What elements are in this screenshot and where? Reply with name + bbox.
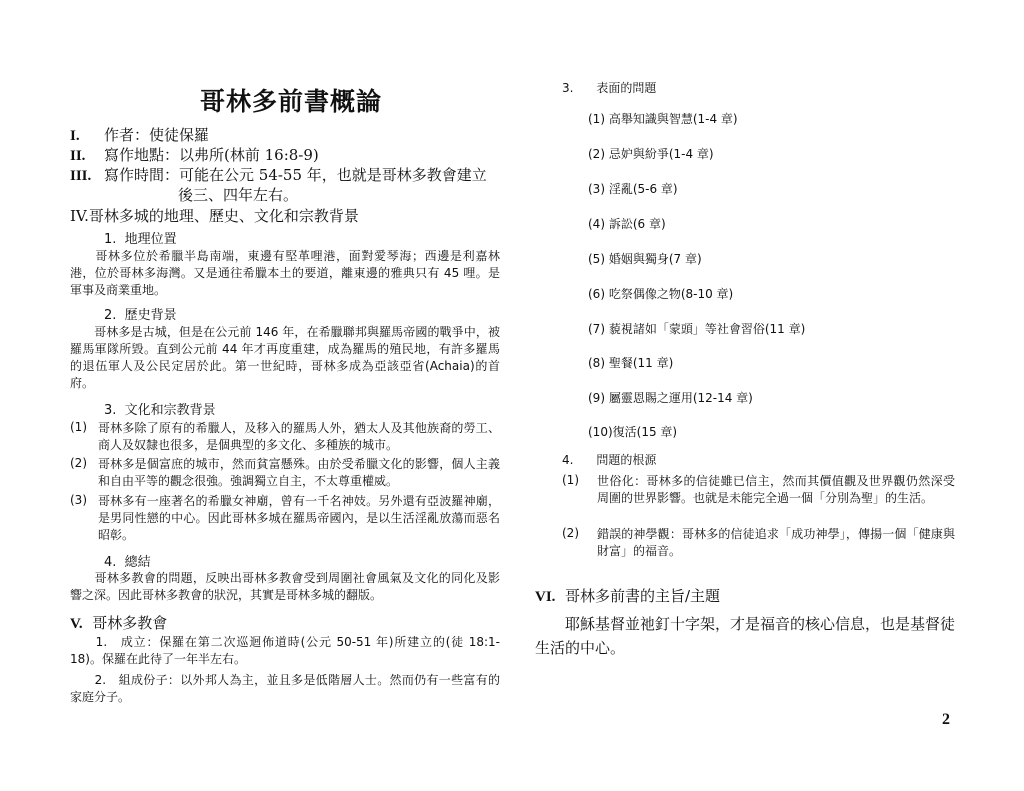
list-item: (9) 屬靈恩賜之運用(12-14 章) [588, 391, 753, 405]
heading-date-continued: 後三、四年左右。 [178, 186, 299, 204]
subheading-number: 4. [562, 453, 574, 467]
subheading-history [104, 304, 177, 323]
subheading-root-causes [562, 451, 656, 468]
list-marker: (1) [562, 473, 579, 487]
list-item: (8) 聖餐(11 章) [588, 356, 674, 370]
subheading-label: 文化和宗教背景 [124, 403, 216, 418]
list-item: (4) 訴訟(6 章) [588, 217, 666, 231]
list-text: 哥林多除了原有的希臘人，及移入的羅馬人外，猶太人及其他族裔的勞工、商人及奴隸也很多，是個典型的多文化、多種族的城市。 [98, 421, 500, 452]
heading-number: V. [70, 616, 83, 632]
heading-theme [535, 585, 720, 606]
page-title: 哥林多前書概論 [200, 87, 383, 116]
list-marker: (1) [70, 420, 87, 434]
heading-text: 作者：使徒保羅 [104, 126, 210, 144]
heading-church [70, 612, 167, 633]
heading-author [70, 124, 209, 145]
subheading-number: 4. [104, 555, 117, 570]
subheading-label: 表面的問題 [596, 81, 657, 95]
list-marker: (3) [70, 493, 87, 507]
heading-number: II. [70, 148, 86, 164]
subheading-number: 1. [104, 232, 117, 247]
heading-text: 寫作地點：以弗所(林前 16:8-9) [104, 146, 319, 164]
subheading-surface-problems [562, 79, 656, 96]
list-text: 哥林多是個富庶的城市，然而貧富懸殊。由於受希臘文化的影響，個人主義和自由平等的觀念很強。強調獨立自主，不太尊重權威。 [98, 457, 500, 488]
subheading-number: 2. [104, 308, 117, 323]
subheading-label: 歷史背景 [124, 308, 177, 323]
paragraph-founding: 1. 成立：保羅在第二次巡迴佈道時(公元 50-51 年)所建立的(徒 18:1-18)。保羅在此待了一年半左右。 [70, 635, 500, 666]
subheading-geography [104, 228, 177, 247]
subheading-number: 3. [562, 81, 574, 95]
paragraph-members: 2. 組成份子：以外邦人為主，並且多是低階層人士。然而仍有一些富有的家庭分子。 [70, 673, 500, 704]
heading-number: III. [70, 168, 92, 184]
heading-number: VI. [535, 589, 556, 605]
list-item: (2) 忌妒與紛爭(1-4 章) [588, 147, 714, 161]
heading-text: 哥林多教會 [92, 614, 168, 632]
list-item: (10)復活(15 章) [588, 425, 678, 439]
heading-number: I. [70, 128, 80, 144]
list-text: 錯誤的神學觀：哥林多的信徒追求「成功神學」，傳揚一個「健康與財富」的福音。 [597, 527, 955, 558]
paragraph-theme: 耶穌基督並祂釘十字架，才是福音的核心信息，也是基督徒生活的中心。 [535, 615, 956, 657]
page-number: 2 [942, 711, 950, 728]
subheading-summary [104, 551, 151, 570]
subheading-culture [104, 399, 216, 418]
heading-text: 哥林多前書的主旨/主題 [564, 587, 721, 605]
heading-text: 寫作時間：可能在公元 54-55 年，也就是哥林多教會建立 [104, 166, 487, 184]
heading-background: IV.哥林多城的地理、歷史、文化和宗教背景 [70, 207, 359, 225]
list-text: 世俗化：哥林多的信徒雖已信主，然而其價值觀及世界觀仍然深受周圍的世界影響。也就是未能完全過一個「分別為聖」的生活。 [597, 474, 955, 505]
list-item: (1) 高舉知識與智慧(1-4 章) [588, 112, 738, 126]
subheading-number: 3. [104, 403, 117, 418]
subheading-label: 總結 [124, 555, 151, 570]
list-item: (3) 淫亂(5-6 章) [588, 182, 678, 196]
paragraph-geography: 哥林多位於希臘半島南端，東邊有堅革哩港，面對愛琴海；西邊是利嘉林港，位於哥林多海灣。又是通往希臘本土的要道，離東邊的雅典只有 45 哩。是軍事及商業重地。 [70, 249, 500, 297]
heading-date [70, 164, 487, 185]
subheading-label: 地理位置 [124, 232, 177, 247]
list-text: 哥林多有一座著名的希臘女神廟，曾有一千名神妓。另外還有亞波羅神廟，是男同性戀的中心。因此哥林多城在羅馬帝國內，是以生活淫亂放蕩而惡名昭彰。 [98, 494, 500, 542]
paragraph-history: 哥林多是古城，但是在公元前 146 年，在希臘聯邦與羅馬帝國的戰爭中，被羅馬軍隊所毀。直到公元前 44 年才再度重建，成為羅馬的殖民地，有許多羅馬的退伍軍人及公民定居於此。第一世紀時，哥林多成為亞該亞省(Achaia)的首府。 [70, 325, 500, 390]
paragraph-summary: 哥林多教會的問題，反映出哥林多教會受到周圍社會風氣及文化的同化及影響之深。因此哥林多教會的狀況，其實是哥林多城的翻版。 [70, 571, 500, 602]
list-item: (7) 藐視諸如「蒙頭」等社會習俗(11 章) [588, 322, 806, 336]
heading-place [70, 144, 319, 165]
list-item: (6) 吃祭偶像之物(8-10 章) [588, 287, 734, 301]
list-marker: (2) [562, 526, 579, 540]
list-item: (5) 婚姻與獨身(7 章) [588, 252, 702, 266]
subheading-label: 問題的根源 [596, 453, 657, 467]
list-marker: (2) [70, 456, 87, 470]
